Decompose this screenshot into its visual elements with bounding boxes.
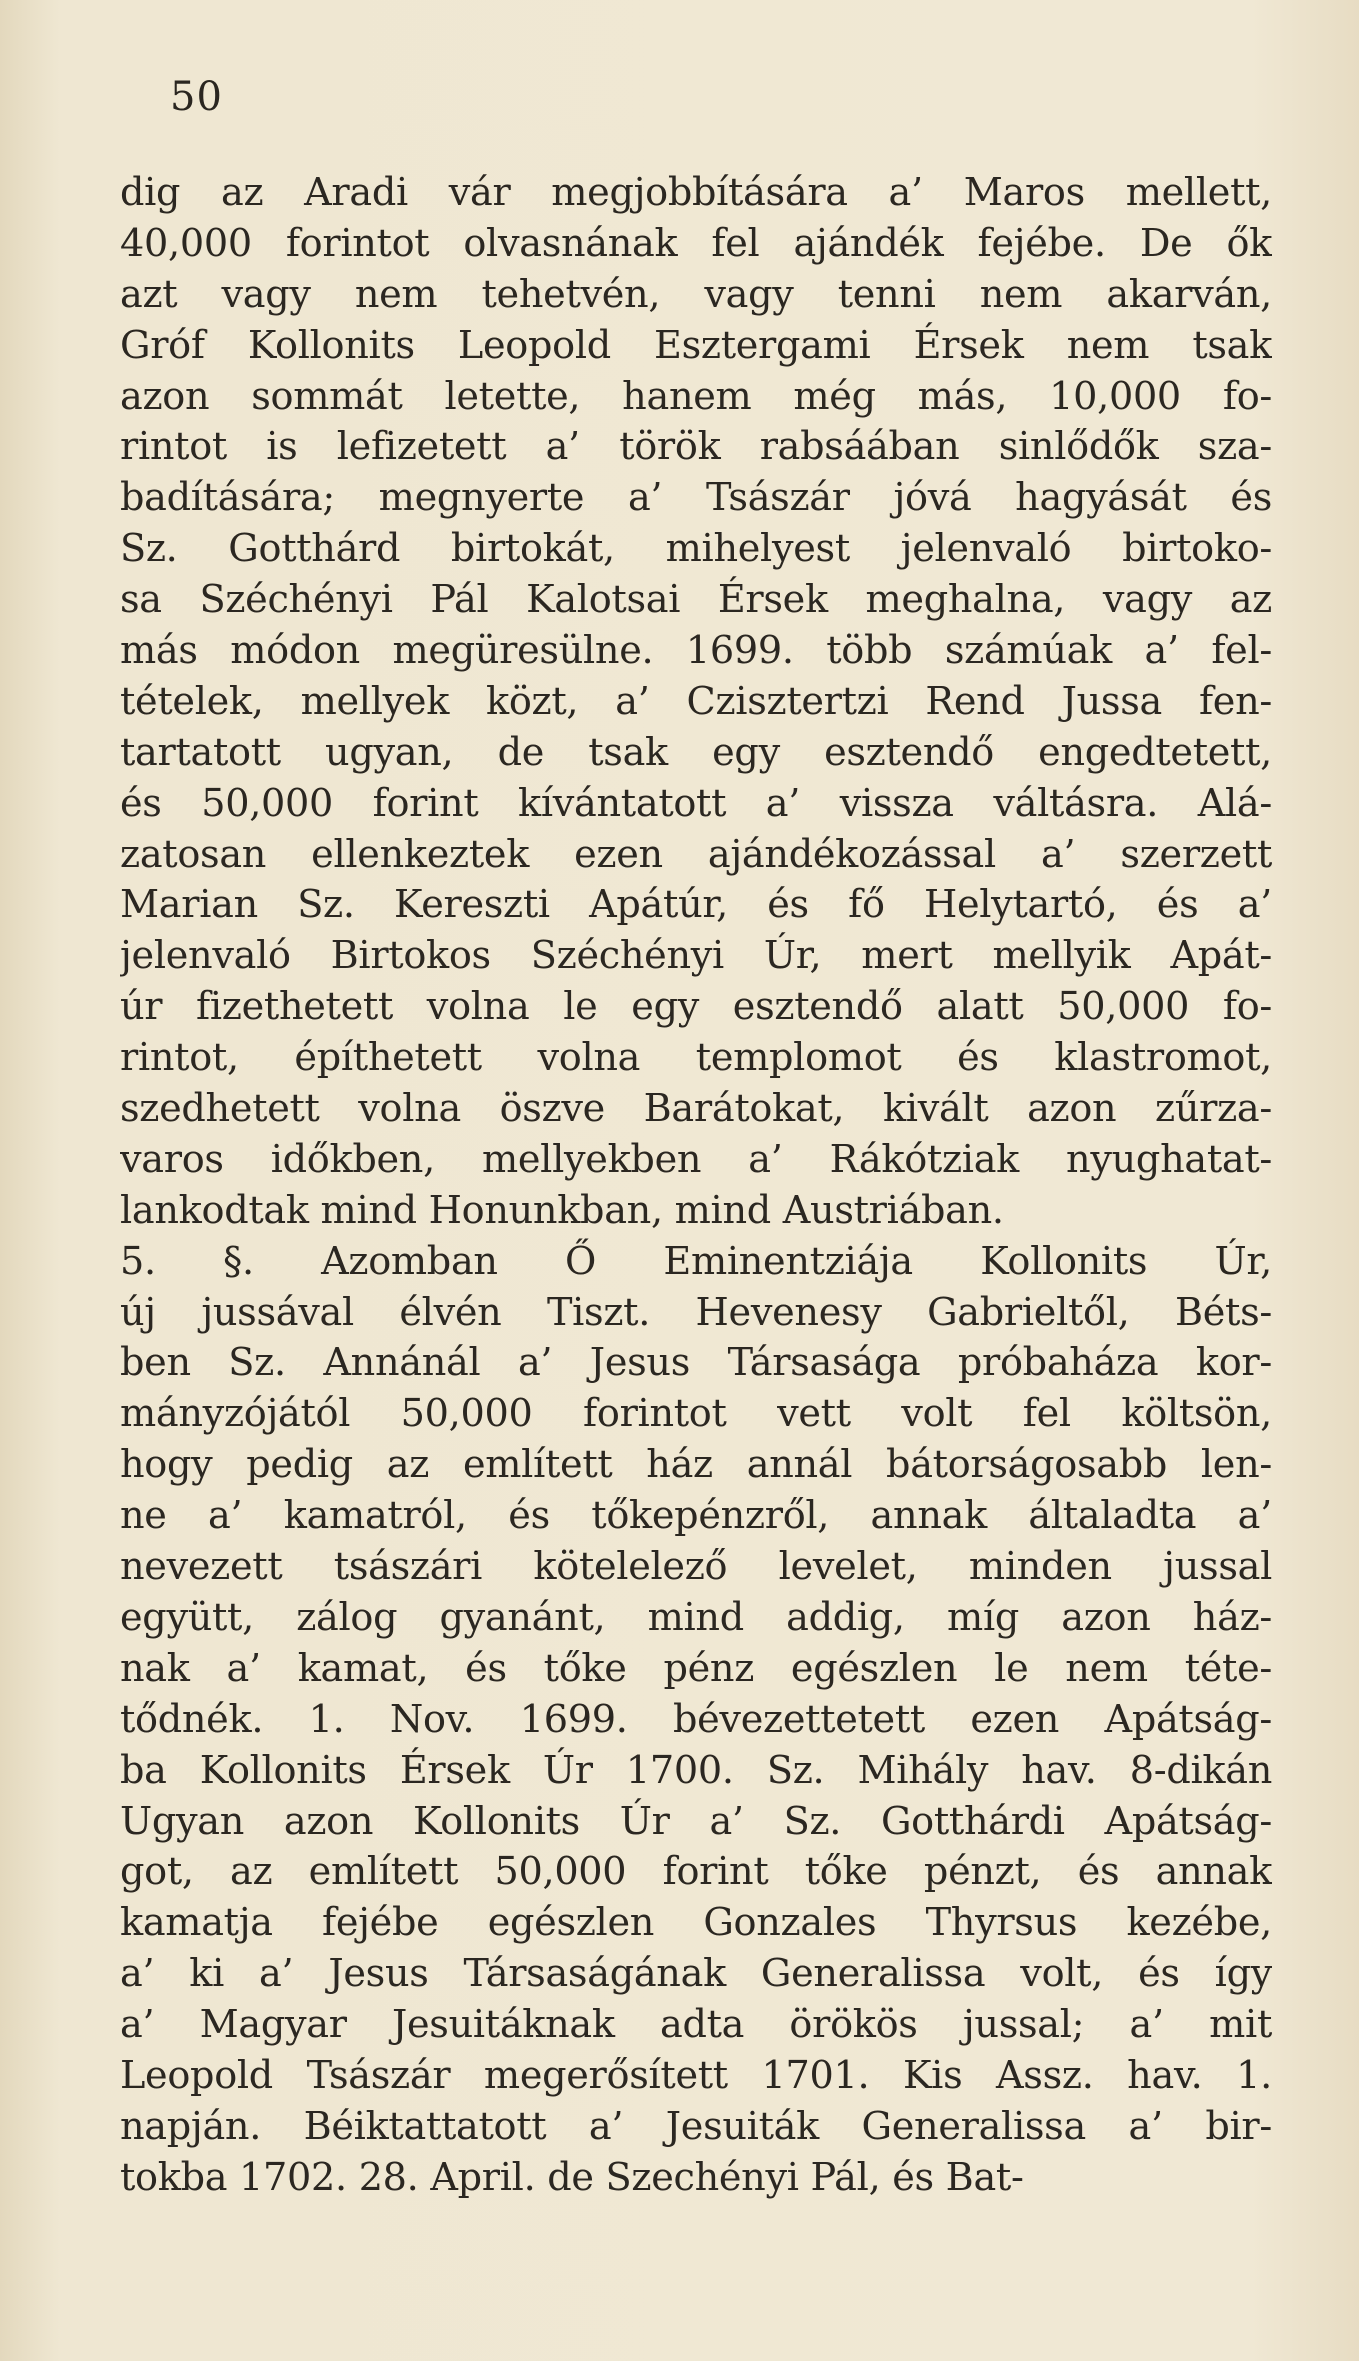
text-line: Gróf Kollonits Leopold Esztergami Érsek nem tsak: [120, 323, 1272, 368]
text-line: együtt, zálog gyanánt, mind addig, míg azon ház-: [120, 1595, 1272, 1640]
text-line: 5. §. Azomban Ő Eminentziája Kollonits Úr,: [120, 1239, 1272, 1284]
text-line: rintot is lefizetett a’ török rabsáában sinlődők sza-: [120, 425, 1272, 470]
text-line: nak a’ kamat, és tőke pénz egészlen le nem téte-: [120, 1646, 1272, 1691]
text-line: varos időkben, mellyekben a’ Rákótziak nyughatat-: [120, 1137, 1272, 1182]
text-line: új jussával élvén Tiszt. Hevenesy Gabrieltől, Béts-: [120, 1290, 1272, 1335]
text-line: a’ ki a’ Jesus Társaságának Generalissa volt, és így: [120, 1952, 1272, 1997]
text-line: got, az említett 50,000 forint tőke pénzt, és annak: [120, 1850, 1272, 1895]
text-line: dig az Aradi vár megjobbítására a’ Maros mellett,: [120, 171, 1272, 215]
text-line: zatosan ellenkeztek ezen ajándékozással a’ szerzett: [120, 832, 1272, 877]
text-line: és 50,000 forint kívántatott a’ vissza váltásra. Alá-: [120, 781, 1272, 826]
text-line: a’ Magyar Jesuitáknak adta örökös jussal; a’ mit: [120, 2003, 1272, 2048]
text-line: lankodtak mind Honunkban, mind Austriában.: [120, 1188, 1004, 1233]
text-line: Marian Sz. Kereszti Apátúr, és fő Helytartó, és a’: [120, 883, 1272, 928]
page-number: 50: [170, 74, 223, 120]
text-line: Ugyan azon Kollonits Úr a’ Sz. Gotthárdi Apátság-: [120, 1799, 1272, 1844]
text-line: mányzójától 50,000 forintot vett volt fel költsön,: [120, 1392, 1272, 1437]
text-line: úr fizethetett volna le egy esztendő alatt 50,000 fo-: [120, 985, 1272, 1030]
text-line: sa Széchényi Pál Kalotsai Érsek meghalna, vagy az: [120, 578, 1272, 623]
text-line: rintot, építhetett volna templomot és klastromot,: [120, 1036, 1272, 1081]
text-line: Leopold Tsászár megerősített 1701. Kis Assz. hav. 1.: [120, 2053, 1272, 2098]
text-line: tartatott ugyan, de tsak egy esztendő engedtetett,: [120, 730, 1272, 775]
text-line: más módon megüresülne. 1699. több számúak a’ fel-: [120, 629, 1272, 674]
text-line: tődnék. 1. Nov. 1699. bévezettetett ezen Apátság-: [120, 1697, 1272, 1742]
text-line: azt vagy nem tehetvén, vagy tenni nem akarván,: [120, 272, 1272, 317]
text-line: napján. Béiktattatott a’ Jesuiták Generalissa a’ bir-: [120, 2104, 1272, 2149]
text-line: nevezett tsászári kötelelező levelet, minden jussal: [120, 1545, 1272, 1590]
text-line: badítására; megnyerte a’ Tsászár jóvá hagyását és: [120, 476, 1272, 521]
text-line: jelenvaló Birtokos Széchényi Úr, mert mellyik Apát-: [120, 934, 1272, 979]
text-line: azon sommát letette, hanem még más, 10,000 fo-: [120, 374, 1272, 419]
text-line: ne a’ kamatról, és tőkepénzről, annak általadta a’: [120, 1494, 1272, 1539]
text-line: Sz. Gotthárd birtokát, mihelyest jelenvaló birtoko-: [120, 527, 1272, 572]
text-line: 40,000 forintot olvasnának fel ajándék fejébe. De ők: [120, 221, 1272, 266]
body-text: [120, 168, 1272, 2204]
text-line: tokba 1702. 28. April. de Szechényi Pál, és Bat-: [120, 2155, 1024, 2200]
text-line: ben Sz. Annánál a’ Jesus Társasága próbaháza kor-: [120, 1341, 1272, 1386]
text-line: tételek, mellyek közt, a’ Czisztertzi Rend Jussa fen-: [120, 679, 1272, 724]
text-line: hogy pedig az említett ház annál bátorságosabb len-: [120, 1443, 1272, 1488]
text-line: kamatja fejébe egészlen Gonzales Thyrsus kezébe,: [120, 1901, 1272, 1946]
text-line: szedhetett volna öszve Barátokat, kivált azon zűrza-: [120, 1087, 1272, 1132]
text-line: ba Kollonits Érsek Úr 1700. Sz. Mihály hav. 8-dikán: [120, 1748, 1272, 1793]
